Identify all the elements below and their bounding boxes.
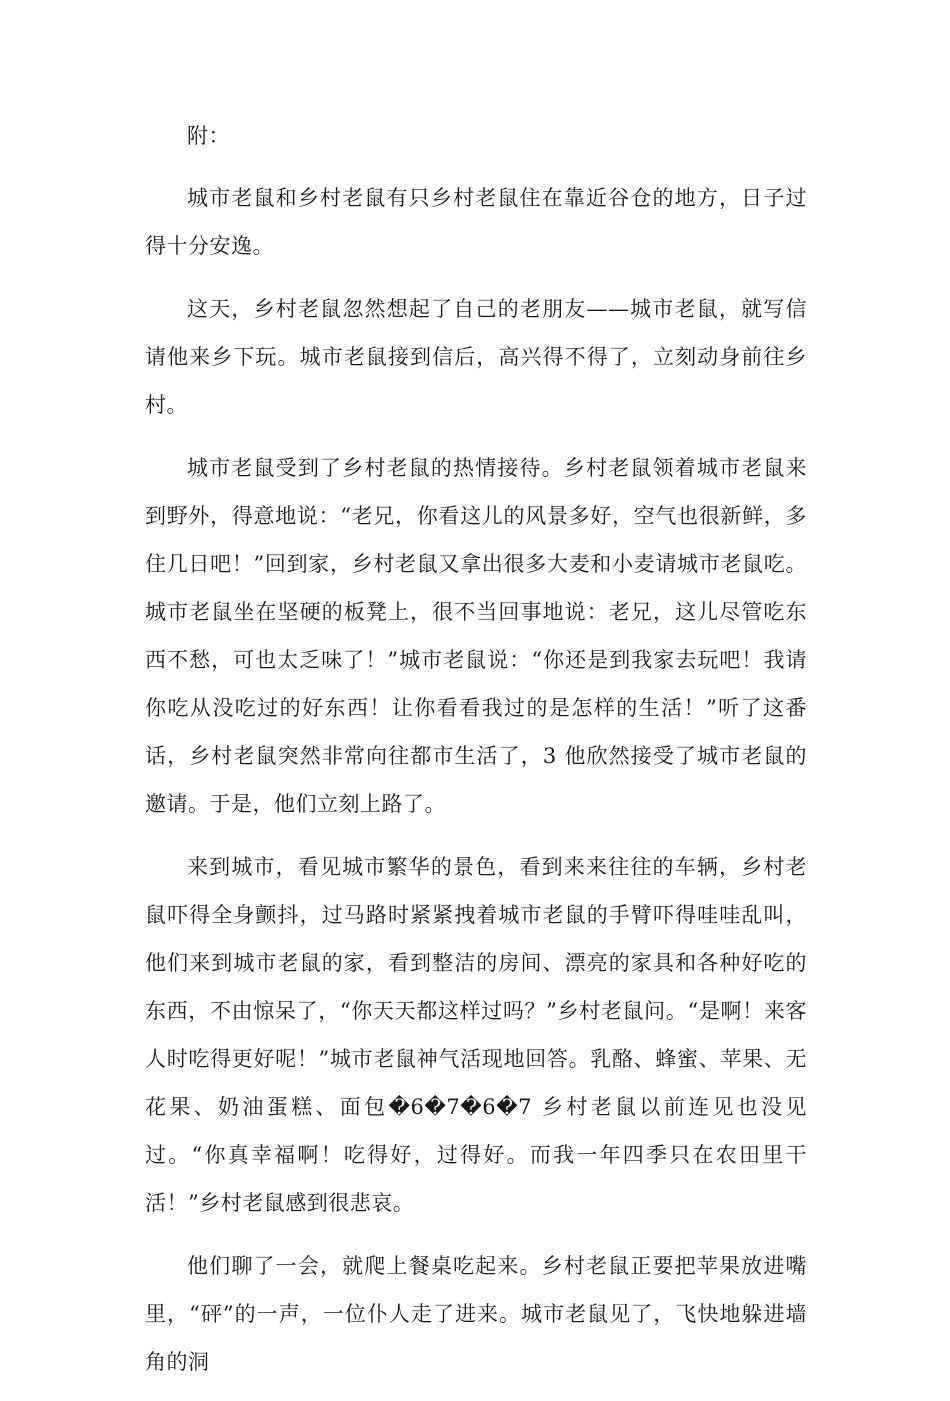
- document-body: [145, 112, 807, 1401]
- appendix-heading: 附：: [187, 124, 230, 148]
- paragraph: 城市老鼠受到了乡村老鼠的热情接待。乡村老鼠领着城市老鼠来到野外，得意地说：“老兄，你看这儿的风景多好，空气也很新鲜，多住几日吧！”回到家，乡村老鼠又拿出很多大麦和小麦请城市老鼠吃。城市老鼠坐在坚硬的板凳上，很不当回事地说：老兄，这儿尽管吃东西不愁，可也太乏味了！”城市老鼠说：“你还是到我家去玩吧！我请你吃从没吃过的好东西！让你看看我过的是怎样的生活！”听了这番话，乡村老鼠突然非常向往都市生活了，3 他欣然接受了城市老鼠的邀请。于是，他们立刻上路了。: [145, 456, 807, 816]
- paragraph: 来到城市，看见城市繁华的景色，看到来来往往的车辆，乡村老鼠吓得全身颤抖，过马路时紧紧拽着城市老鼠的手臂吓得哇哇乱叫，他们来到城市老鼠的家，看到整洁的房间、漂亮的家具和各种好吃的东西，不由惊呆了，“你天天都这样过吗？”乡村老鼠问。“是啊！来客人时吃得更好呢！”城市老鼠神气活现地回答。乳酪、蜂蜜、苹果、无花果、奶油蛋糕、面包�6�7�6�7 乡村老鼠以前连见也没见过。“你真幸福啊！吃得好，过得好。而我一年四季只在农田里干活！”乡村老鼠感到很悲哀。: [145, 855, 807, 1215]
- paragraph: 他们聊了一会，就爬上餐桌吃起来。乡村老鼠正要把苹果放进嘴里，“砰”的一声，一位仆人走了进来。城市老鼠见了，飞快地躲进墙角的洞: [145, 1254, 807, 1374]
- paragraph: 城市老鼠和乡村老鼠有只乡村老鼠住在靠近谷仓的地方，日子过得十分安逸。: [145, 186, 807, 258]
- paragraph: 这天，乡村老鼠忽然想起了自己的老朋友——城市老鼠，就写信请他来乡下玩。城市老鼠接到信后，高兴得不得了，立刻动身前往乡村。: [145, 297, 807, 417]
